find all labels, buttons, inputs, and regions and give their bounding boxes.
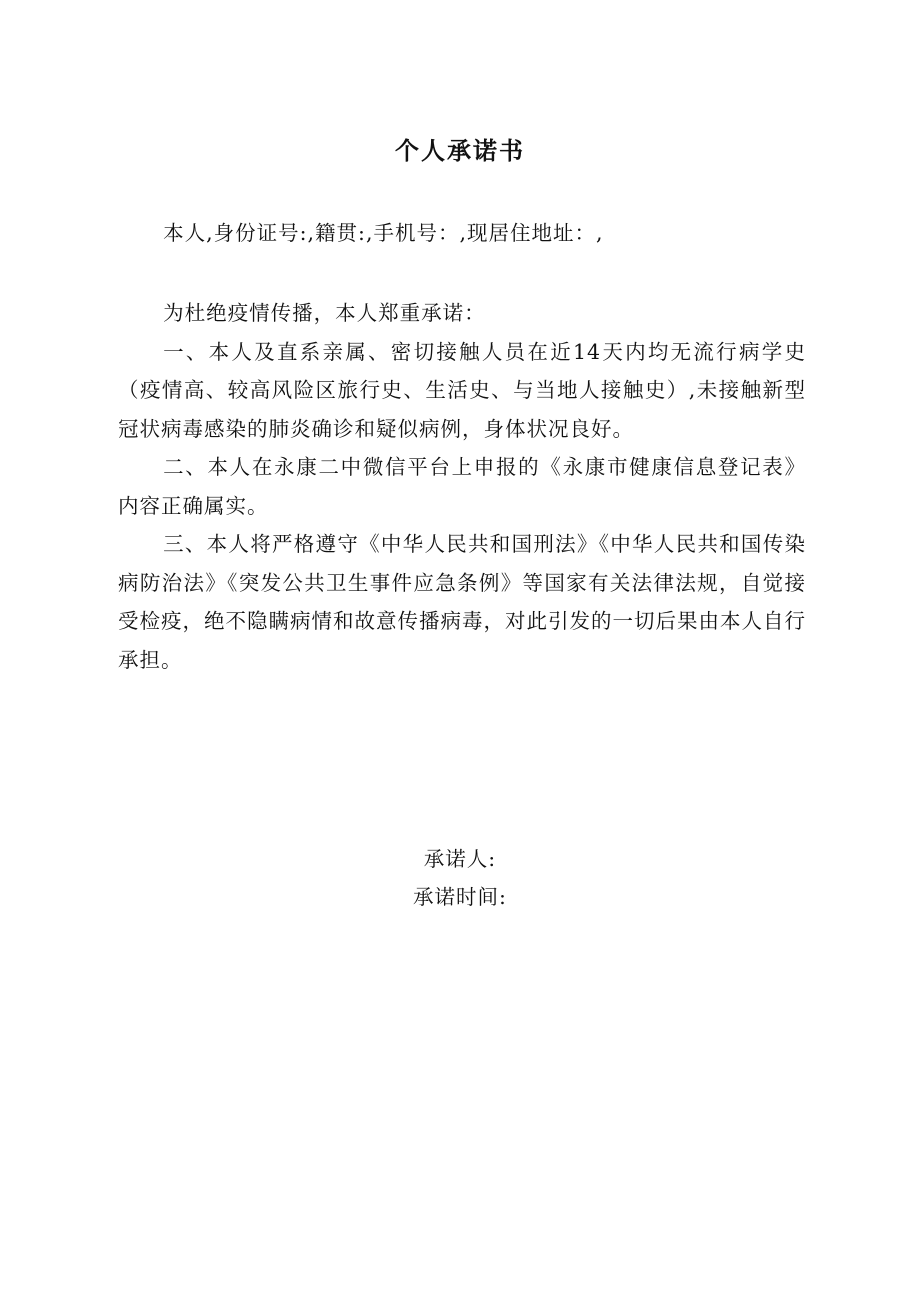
pledge-item-2: 二、本人在永康二中微信平台上申报的《永康市健康信息登记表》内容正确属实。 bbox=[118, 455, 806, 518]
promisor-label: 承诺人: bbox=[423, 847, 497, 871]
date-label: 承诺时间: bbox=[413, 885, 507, 909]
pledge-item-1: 一、本人及直系亲属、密切接触人员在近14天内均无流行病学史（疫情高、较高风险区旅行史、生活史、与当地人接触史）,未接触新型冠状病毒感染的肺炎确诊和疑似病例，身体状况良好。 bbox=[118, 339, 806, 441]
pledge-item-3: 三、本人将严格遵守《中华人民共和国刑法》《中华人民共和国传染病防治法》《突发公共卫生事件应急条例》等国家有关法律法规，自觉接受检疫，绝不隐瞒病情和故意传播病毒，对此引发的一切后果由本人自行承担。 bbox=[118, 532, 806, 672]
intro-section bbox=[118, 214, 806, 253]
intro-paragraph: 本人,身份证号:,籍贯:,手机号：,现居住地址：, bbox=[163, 221, 604, 245]
pledge-lead: 为杜绝疫情传播，本人郑重承诺： bbox=[163, 301, 486, 325]
document-title: 个人承诺书 bbox=[395, 137, 525, 165]
pledge-section bbox=[118, 294, 806, 679]
